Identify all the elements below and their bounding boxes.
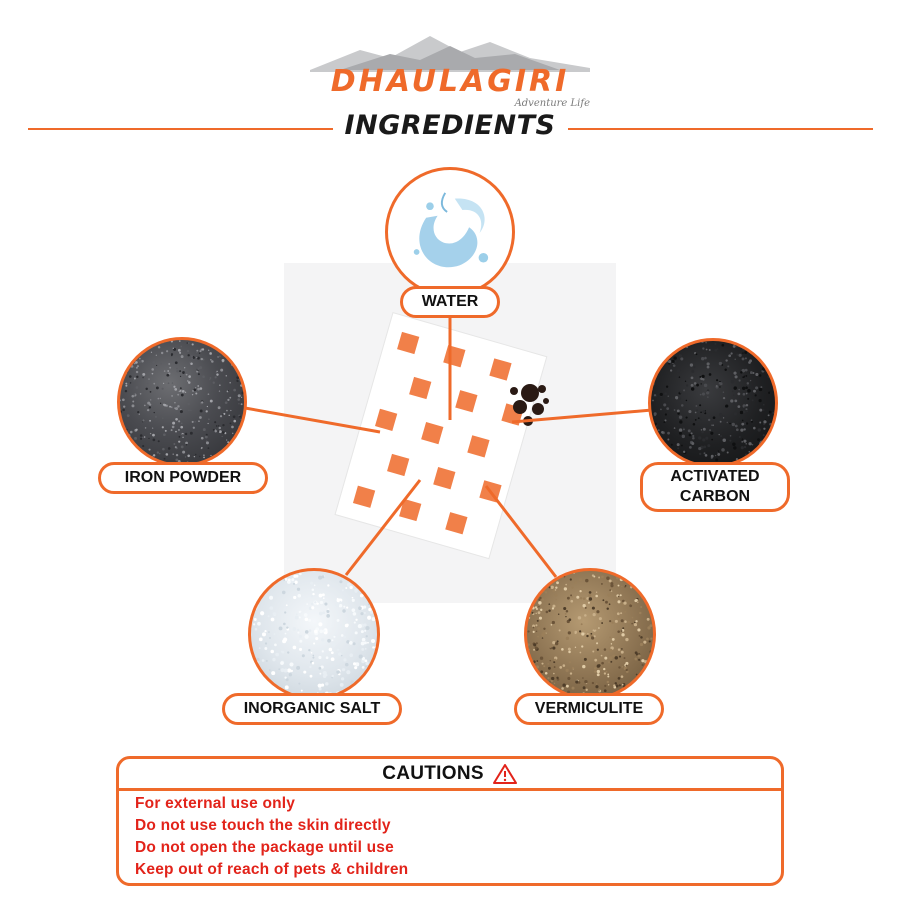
- heading-rule-left: [28, 128, 333, 130]
- vermiculite-icon: [524, 568, 656, 700]
- cautions-title: CAUTIONS: [382, 762, 484, 784]
- heading-rule-right: [568, 128, 873, 130]
- warning-triangle-icon: [492, 763, 518, 785]
- ingredient-label-water: WATER: [400, 286, 500, 318]
- ingredient-label-inorganic-salt: INORGANIC SALT: [222, 693, 402, 725]
- iron-powder-icon: [117, 337, 247, 467]
- caution-item: Do not use touch the skin directly: [135, 817, 391, 834]
- caution-item: For external use only: [135, 795, 296, 812]
- ingredient-label-activated-carbon: [640, 462, 790, 512]
- cautions-list: [135, 793, 408, 881]
- cautions-header: [119, 759, 781, 791]
- page-title: INGREDIENTS: [344, 110, 556, 141]
- brand-tagline: Adventure Life: [514, 98, 590, 109]
- carbon-label-line2: CARBON: [679, 488, 751, 505]
- cautions-panel: [116, 756, 784, 886]
- ingredient-label-vermiculite: VERMICULITE: [514, 693, 664, 725]
- ingredient-label-iron-powder: IRON POWDER: [98, 462, 268, 494]
- brand-logo: [300, 28, 600, 109]
- inorganic-salt-icon: [248, 568, 380, 700]
- activated-carbon-icon: [648, 338, 778, 468]
- caution-item: Keep out of reach of pets & children: [135, 861, 409, 878]
- carbon-label-line1: ACTIVATED: [670, 468, 760, 485]
- caution-item: Do not open the package until use: [135, 839, 394, 856]
- brand-name: DHAULAGIRI: [330, 64, 570, 99]
- water-splash-icon: [385, 167, 515, 297]
